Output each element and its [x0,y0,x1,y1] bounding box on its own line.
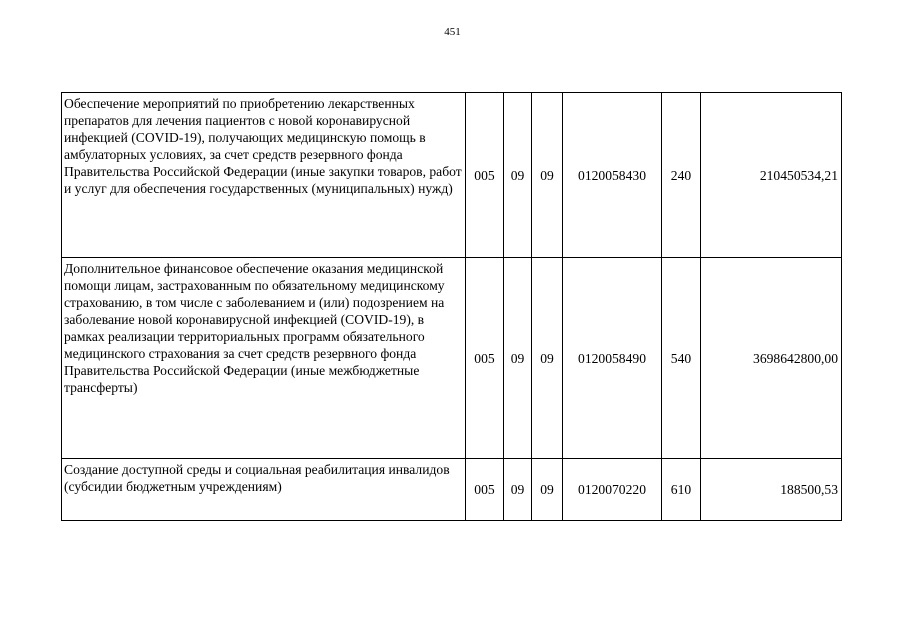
row-description: Дополнительное финансовое обеспечение оказания медицинской помощи лицам, застрахованным по обязательному медицинскому страхованию, в том числе с заболеванием и (или) подозрением на заболевание новой коронавирусной инфекцией (COVID-19), в рамках реализации территориальных программ обязательного медицинского страхования за счет средств резервного фонда Правительства Российской Федерации (иные межбюджетные трансферты) [62,258,466,459]
row-description: Создание доступной среды и социальная реабилитация инвалидов (субсидии бюджетным учреждениям) [62,459,466,521]
budget-table [61,92,842,521]
target-article-code: 0120058430 [563,93,662,258]
section-code: 09 [504,459,532,521]
subsection-code: 09 [532,459,563,521]
subsection-code: 09 [532,93,563,258]
table-row [62,93,842,258]
section-code: 09 [504,258,532,459]
table-row [62,258,842,459]
table-row [62,459,842,521]
amount: 210450534,21 [701,93,842,258]
ministry-code: 005 [466,459,504,521]
expense-type-code: 540 [662,258,701,459]
subsection-code: 09 [532,258,563,459]
target-article-code: 0120058490 [563,258,662,459]
page-number: 451 [444,26,461,38]
amount: 3698642800,00 [701,258,842,459]
ministry-code: 005 [466,93,504,258]
ministry-code: 005 [466,258,504,459]
target-article-code: 0120070220 [563,459,662,521]
section-code: 09 [504,93,532,258]
row-description: Обеспечение мероприятий по приобретению лекарственных препаратов для лечения пациентов с новой коронавирусной инфекцией (COVID-19), получающих медицинскую помощь в амбулаторных условиях, за счет средств резервного фонда Правительства Российской Федерации (иные закупки товаров, работ и услуг для обеспечения государственных (муниципальных) нужд) [62,93,466,258]
expense-type-code: 610 [662,459,701,521]
expense-type-code: 240 [662,93,701,258]
amount: 188500,53 [701,459,842,521]
